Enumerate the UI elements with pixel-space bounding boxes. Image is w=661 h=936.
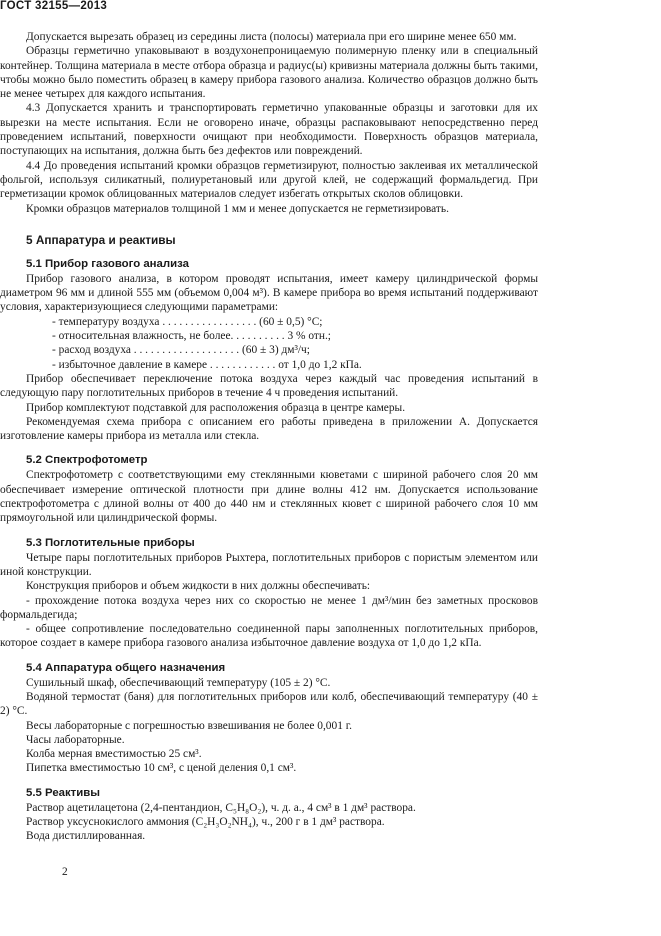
parameter-list [0,315,538,372]
paragraph: Конструкция приборов и объем жидкости в них должны обеспечивать: [26,580,371,593]
paragraph: Прибор газового анализа, в котором проводят испытания, имеет камеру цилиндрической формы диаметром 96 мм и длиной 555 мм (объемом 0,004 м³). В камере прибора во время испытаний поддерживают условия, характеризующиеся следующими параметрами: [0,272,538,314]
subsection-heading-5-2: 5.2 Спектрофотометр [26,454,148,467]
list-item: - температуру воздуха . . . . . . . . . . . . . . . . . (60 ± 0,5) °С; [52,315,323,328]
paragraph: Весы лабораторные с погрешностью взвешивания не более 0,001 г. [26,719,352,732]
paragraph: Рекомендуемая схема прибора с описанием его работы приведена в приложении А. Допускается изготовление камеры прибора из металла или стекла. [0,415,538,443]
paragraph: Допускается вырезать образец из середины листа (полосы) материала при его ширине менее 650 мм. [26,31,517,43]
paragraph: Колба мерная вместимостью 25 см³. [26,748,202,761]
list-item: - расход воздуха . . . . . . . . . . . . . . . . . . . (60 ± 3) дм³/ч; [52,344,310,357]
paragraph: Спектрофотометр с соответствующими ему стеклянными кюветами с шириной рабочего слоя 20 мм обеспечивает измерение оптической плотности при длине волны 412 нм. Допускается использование спектрофотометра с длиной волны от 400 до 440 нм и стеклянных кювет с шириной рабочего слоя 10 мм прямоугольной или цилиндрической формы. [0,469,538,525]
paragraph: - общее сопротивление последовательно соединенной пары заполненных поглотительных приборов, которое создает в камере прибора газового анализа избыточное давление воздуха от 1,0 до 1,2 кПа. [0,623,538,650]
paragraph: Кромки образцов материалов толщиной 1 мм и менее допускается не герметизировать. [26,202,449,215]
paragraph: Часы лабораторные. [26,733,125,746]
list-item: - избыточное давление в камере . . . . . . . . . . . . от 1,0 до 1,2 кПа. [52,358,362,371]
document-standard-number: ГОСТ 32155—2013 [0,0,108,12]
document-body [0,30,538,844]
paragraph: Образцы герметично упаковывают в воздухонепроницаемую полимерную пленку или в специальный контейнер. Толщина материала в месте отбора образца и радиус(ы) кривизны материала должны быть такими, чтобы можно было поместить образец в камеру прибора газового анализа. Количество образцов должно быть не менее четырех для каждого испытания. [0,45,538,101]
section-heading-5: 5 Аппаратура и реактивы [26,232,176,247]
paragraph: 4.4 До проведения испытаний кромки образцов герметизируют, полностью заклеивая их металлической фольгой, используя силикатный, полиуретановый или другой клей, не содержащий формальдегид. При герметизации кромок облицованных материалов следует избегать открытых сколов облицовки. [0,159,538,201]
paragraph: Прибор комплектуют подставкой для расположения образца в центре камеры. [26,401,406,414]
subsection-heading-5-5: 5.5 Реактивы [26,786,100,799]
paragraph: Раствор уксуснокислого аммония (C₂H₃O₂NH₄), ч., 200 г в 1 дм³ раствора. [26,816,385,829]
paragraph: Вода дистиллированная. [26,830,146,843]
subsection-heading-5-4: 5.4 Аппаратура общего назначения [26,661,226,674]
paragraph: Пипетка вместимостью 10 см³, с ценой деления 0,1 см³. [26,762,297,775]
paragraph: - прохождение потока воздуха через них со скоростью не менее 1 дм³/мин без заметных просковов формальдегида; [0,594,538,621]
paragraph: Сушильный шкаф, обеспечивающий температуру (105 ± 2) °С. [26,676,331,689]
paragraph: 4.3 Допускается хранить и транспортировать герметично упакованные образцы и заготовки для их вырезки на месте испытания. Если не оговорено иначе, образцы распаковывают непосредственно перед проведением испытаний, поверхности очищают при необходимости. Поверхность образцов материала, поступающих на испытания, должна быть без дефектов или повреждений. [0,102,538,158]
subsection-heading-5-1: 5.1 Прибор газового анализа [26,257,189,270]
paragraph: Водяной термостат (баня) для поглотительных приборов или колб, обеспечивающий температуру (40 ± 2) °С. [0,690,538,718]
list-item: - относительная влажность, не более. . . . . . . . . . 3 % отн.; [52,330,331,343]
page-number: 2 [62,866,68,878]
paragraph: Прибор обеспечивает переключение потока воздуха через каждый час проведения испытаний в следующую пару поглотительных приборов в течение 4 ч проведения испытаний. [0,372,538,400]
subsection-heading-5-3: 5.3 Поглотительные приборы [26,536,195,549]
paragraph: Четыре пары поглотительных приборов Рыхтера, поглотительных приборов с пористым элементом или иной конструкции. [0,551,538,578]
paragraph: Раствор ацетилацетона (2,4-пентандион, C₅H₈O₂), ч. д. а., 4 см³ в 1 дм³ раствора. [26,801,416,814]
